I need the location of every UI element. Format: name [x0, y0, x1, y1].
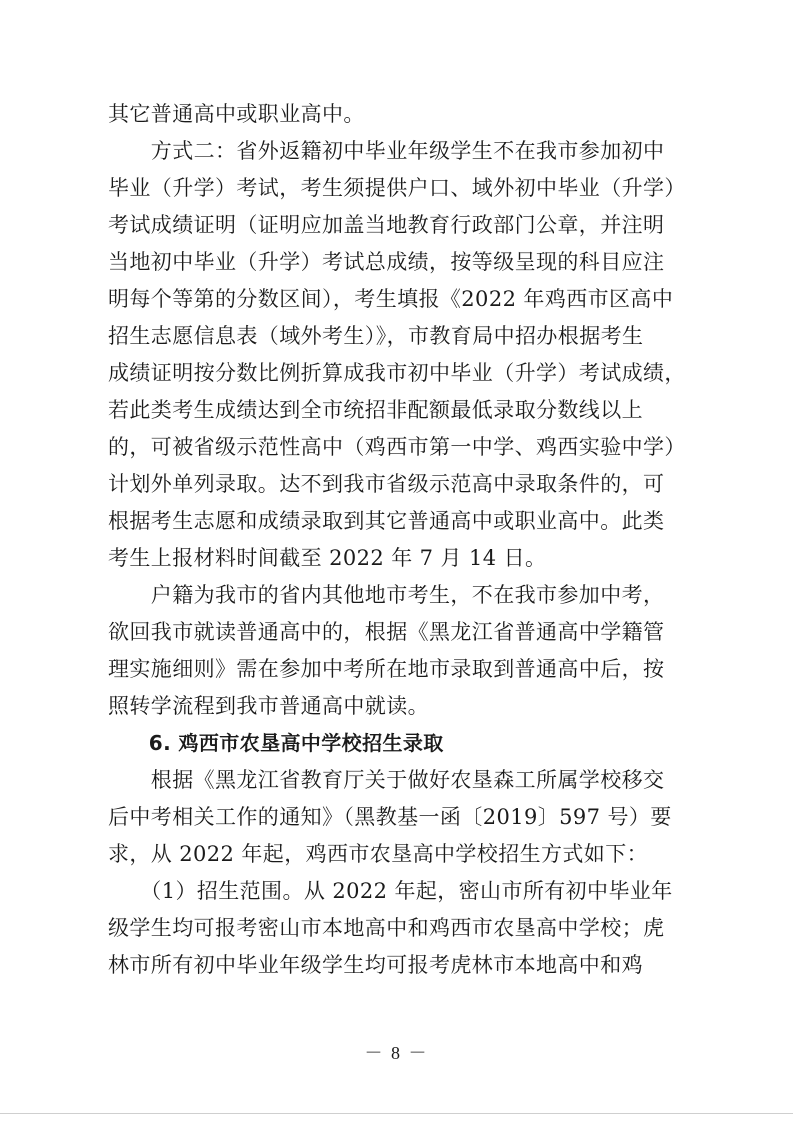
- text-line: 考生上报材料时间截至 2022 年 7 月 14 日。: [108, 546, 547, 570]
- text-line: 后中考相关工作的通知》（黑教基一函〔2019〕597 号）要: [108, 805, 672, 829]
- section-heading: 6. 鸡西市农垦高中学校招生录取: [108, 731, 444, 755]
- text-line: 其它普通高中或职业高中。: [108, 102, 365, 126]
- text-line: 级学生均可报考密山市本地高中和鸡西市农垦高中学校；虎: [108, 916, 665, 940]
- text-line: 的，可被省级示范性高中（鸡西市第一中学、鸡西实验中学）: [108, 435, 686, 459]
- text-line: 照转学流程到我市普通高中就读。: [108, 694, 429, 718]
- text-line: 根据《黑龙江省教育厅关于做好农垦森工所属学校移交: [108, 768, 665, 792]
- text-line: 当地初中毕业（升学）考试总成绩，按等级呈现的科目应注: [108, 250, 665, 274]
- text-line: 考试成绩证明（证明应加盖当地教育行政部门公章，并注明: [108, 213, 665, 237]
- page-number: － 8 －: [364, 1043, 429, 1063]
- text-line: 毕业（升学）考试，考生须提供户口、域外初中毕业（升学）: [108, 176, 686, 200]
- text-line: 根据考生志愿和成绩录取到其它普通高中或职业高中。此类: [108, 509, 665, 533]
- text-line: 求，从 2022 年起，鸡西市农垦高中学校招生方式如下：: [108, 842, 648, 866]
- text-line: 计划外单列录取。达不到我市省级示范高中录取条件的，可: [108, 472, 665, 496]
- text-line: 成绩证明按分数比例折算成我市初中毕业（升学）考试成绩，: [108, 361, 686, 385]
- text-line: 明每个等第的分数区间），考生填报《2022 年鸡西市区高中: [108, 287, 674, 311]
- text-line: 若此类考生成绩达到全市统招非配额最低录取分数线以上: [108, 398, 643, 422]
- text-line: 理实施细则》需在参加中考所在地市录取到普通高中后，按: [108, 657, 665, 681]
- text-line: 方式二：省外返籍初中毕业年级学生不在我市参加初中: [108, 139, 665, 163]
- page-bottom-divider: [0, 1113, 793, 1114]
- text-line: 林市所有初中毕业年级学生均可报考虎林市本地高中和鸡: [108, 953, 643, 977]
- document-body: [108, 96, 686, 984]
- text-line: 户籍为我市的省内其他地市考生，不在我市参加中考，: [108, 583, 665, 607]
- text-line: （1）招生范围。从 2022 年起，密山市所有初中毕业年: [108, 879, 673, 903]
- text-line: 招生志愿信息表（域外考生）》，市教育局中招办根据考生: [108, 324, 644, 348]
- text-line: 欲回我市就读普通高中的，根据《黑龙江省普通高中学籍管: [108, 620, 665, 644]
